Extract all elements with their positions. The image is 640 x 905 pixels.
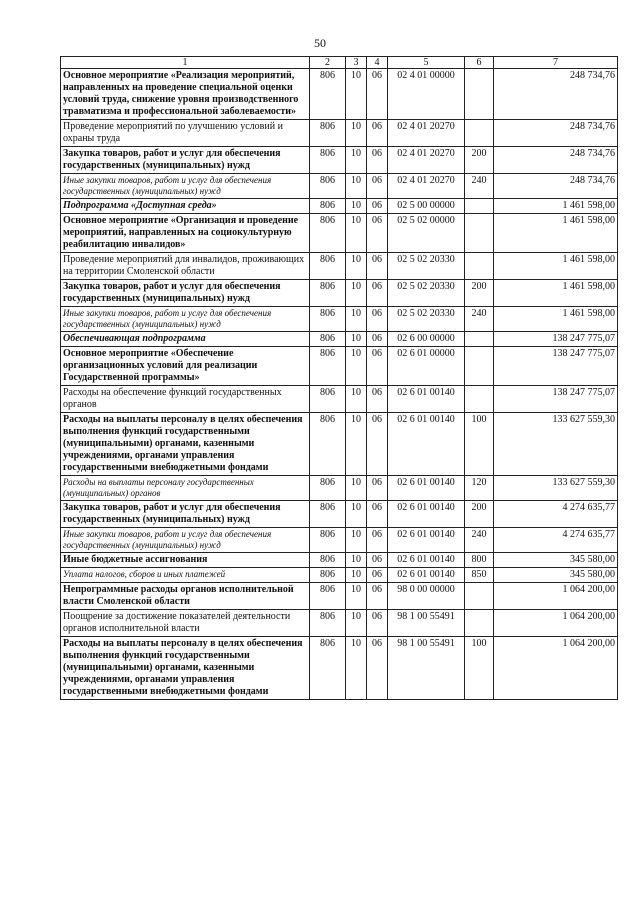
budget-table	[60, 56, 618, 700]
subsection-cell: 06	[367, 280, 388, 307]
expense-type-cell: 200	[465, 147, 494, 174]
code-cell: 806	[310, 637, 346, 700]
subsection-cell: 06	[367, 307, 388, 332]
amount-cell: 248 734,76	[494, 147, 618, 174]
header-cell: 1	[61, 57, 310, 69]
table-row	[61, 386, 618, 413]
target-article-cell: 02 4 01 20270	[388, 174, 465, 199]
section-cell: 10	[346, 583, 367, 610]
section-cell: 10	[346, 253, 367, 280]
row-name-cell: Основное мероприятие «Реализация мероприятий, направленных на проведение специальной оценки условий труда, снижение уровня производственного травматизма и профессиональной заболеваемости»	[61, 69, 310, 120]
expense-type-cell	[465, 332, 494, 347]
amount-cell: 248 734,76	[494, 120, 618, 147]
table-row	[61, 214, 618, 253]
target-article-cell: 02 6 00 00000	[388, 332, 465, 347]
subsection-cell: 06	[367, 120, 388, 147]
expense-type-cell	[465, 199, 494, 214]
table-row	[61, 610, 618, 637]
target-article-cell: 02 5 02 20330	[388, 253, 465, 280]
expense-type-cell: 240	[465, 174, 494, 199]
expense-type-cell	[465, 386, 494, 413]
header-cell: 5	[388, 57, 465, 69]
amount-cell: 133 627 559,30	[494, 413, 618, 476]
expense-type-cell	[465, 610, 494, 637]
table-row	[61, 583, 618, 610]
header-cell: 3	[346, 57, 367, 69]
code-cell: 806	[310, 280, 346, 307]
expense-type-cell: 120	[465, 476, 494, 501]
code-cell: 806	[310, 253, 346, 280]
table-row	[61, 501, 618, 528]
code-cell: 806	[310, 307, 346, 332]
subsection-cell: 06	[367, 69, 388, 120]
table-row	[61, 476, 618, 501]
target-article-cell: 02 4 01 20270	[388, 147, 465, 174]
header-row	[61, 57, 618, 69]
expense-type-cell	[465, 583, 494, 610]
table-row	[61, 528, 618, 553]
row-name-cell: Расходы на обеспечение функций государственных органов	[61, 386, 310, 413]
row-name-cell: Расходы на выплаты персоналу государственных (муниципальных) органов	[61, 476, 310, 501]
subsection-cell: 06	[367, 174, 388, 199]
table-row	[61, 120, 618, 147]
section-cell: 10	[346, 501, 367, 528]
expense-type-cell	[465, 214, 494, 253]
amount-cell: 138 247 775,07	[494, 332, 618, 347]
subsection-cell: 06	[367, 528, 388, 553]
amount-cell: 248 734,76	[494, 174, 618, 199]
target-article-cell: 98 0 00 00000	[388, 583, 465, 610]
section-cell: 10	[346, 528, 367, 553]
section-cell: 10	[346, 120, 367, 147]
section-cell: 10	[346, 69, 367, 120]
target-article-cell: 02 6 01 00140	[388, 413, 465, 476]
row-name-cell: Закупка товаров, работ и услуг для обеспечения государственных (муниципальных) нужд	[61, 501, 310, 528]
row-name-cell: Основное мероприятие «Обеспечение организационных условий для реализации Государственной программы»	[61, 347, 310, 386]
table-row	[61, 174, 618, 199]
amount-cell: 1 064 200,00	[494, 583, 618, 610]
amount-cell: 138 247 775,07	[494, 347, 618, 386]
target-article-cell: 02 5 00 00000	[388, 199, 465, 214]
code-cell: 806	[310, 120, 346, 147]
table-row	[61, 332, 618, 347]
amount-cell: 1 461 598,00	[494, 253, 618, 280]
amount-cell: 1 461 598,00	[494, 199, 618, 214]
subsection-cell: 06	[367, 386, 388, 413]
section-cell: 10	[346, 610, 367, 637]
subsection-cell: 06	[367, 476, 388, 501]
subsection-cell: 06	[367, 553, 388, 568]
row-name-cell: Расходы на выплаты персоналу в целях обеспечения выполнения функций государственными (муниципальными) органами, казенными учреждениями, органами управления государственными внебюджетными фондами	[61, 637, 310, 700]
amount-cell: 1 461 598,00	[494, 214, 618, 253]
row-name-cell: Иные бюджетные ассигнования	[61, 553, 310, 568]
code-cell: 806	[310, 147, 346, 174]
code-cell: 806	[310, 174, 346, 199]
target-article-cell: 02 5 02 20330	[388, 280, 465, 307]
table-row	[61, 147, 618, 174]
expense-type-cell: 800	[465, 553, 494, 568]
section-cell: 10	[346, 553, 367, 568]
target-article-cell: 02 6 01 00000	[388, 347, 465, 386]
expense-type-cell: 240	[465, 307, 494, 332]
expense-type-cell: 200	[465, 280, 494, 307]
target-article-cell: 02 6 01 00140	[388, 501, 465, 528]
header-cell: 4	[367, 57, 388, 69]
row-name-cell: Поощрение за достижение показателей деятельности органов исполнительной власти	[61, 610, 310, 637]
row-name-cell: Уплата налогов, сборов и иных платежей	[61, 568, 310, 583]
row-name-cell: Иные закупки товаров, работ и услуг для обеспечения государственных (муниципальных) нужд	[61, 174, 310, 199]
amount-cell: 345 580,00	[494, 568, 618, 583]
code-cell: 806	[310, 501, 346, 528]
code-cell: 806	[310, 214, 346, 253]
amount-cell: 345 580,00	[494, 553, 618, 568]
code-cell: 806	[310, 568, 346, 583]
section-cell: 10	[346, 280, 367, 307]
subsection-cell: 06	[367, 147, 388, 174]
amount-cell: 248 734,76	[494, 69, 618, 120]
code-cell: 806	[310, 583, 346, 610]
page-number: 50	[314, 36, 326, 50]
table-row	[61, 280, 618, 307]
target-article-cell: 02 5 02 20330	[388, 307, 465, 332]
code-cell: 806	[310, 69, 346, 120]
table-row	[61, 347, 618, 386]
row-name-cell: Расходы на выплаты персоналу в целях обеспечения выполнения функций государственными (муниципальными) органами, казенными учреждениями, органами управления государственными внебюджетными фондами	[61, 413, 310, 476]
target-article-cell: 02 5 02 00000	[388, 214, 465, 253]
row-name-cell: Иные закупки товаров, работ и услуг для обеспечения государственных (муниципальных) нужд	[61, 528, 310, 553]
target-article-cell: 98 1 00 55491	[388, 637, 465, 700]
expense-type-cell: 850	[465, 568, 494, 583]
section-cell: 10	[346, 568, 367, 583]
target-article-cell: 02 6 01 00140	[388, 553, 465, 568]
section-cell: 10	[346, 476, 367, 501]
section-cell: 10	[346, 332, 367, 347]
subsection-cell: 06	[367, 583, 388, 610]
expense-type-cell	[465, 253, 494, 280]
table-row	[61, 199, 618, 214]
code-cell: 806	[310, 413, 346, 476]
subsection-cell: 06	[367, 637, 388, 700]
target-article-cell: 98 1 00 55491	[388, 610, 465, 637]
section-cell: 10	[346, 386, 367, 413]
subsection-cell: 06	[367, 413, 388, 476]
code-cell: 806	[310, 332, 346, 347]
section-cell: 10	[346, 637, 367, 700]
table-row	[61, 553, 618, 568]
expense-type-cell: 100	[465, 637, 494, 700]
subsection-cell: 06	[367, 199, 388, 214]
row-name-cell: Закупка товаров, работ и услуг для обеспечения государственных (муниципальных) нужд	[61, 280, 310, 307]
expense-type-cell: 200	[465, 501, 494, 528]
code-cell: 806	[310, 528, 346, 553]
row-name-cell: Обеспечивающая подпрограмма	[61, 332, 310, 347]
amount-cell: 4 274 635,77	[494, 501, 618, 528]
amount-cell: 1 461 598,00	[494, 280, 618, 307]
expense-type-cell: 240	[465, 528, 494, 553]
amount-cell: 1 461 598,00	[494, 307, 618, 332]
table-body	[61, 69, 618, 700]
code-cell: 806	[310, 476, 346, 501]
expense-type-cell: 100	[465, 413, 494, 476]
row-name-cell: Проведение мероприятий по улучшению условий и охраны труда	[61, 120, 310, 147]
table-row	[61, 253, 618, 280]
subsection-cell: 06	[367, 568, 388, 583]
target-article-cell: 02 6 01 00140	[388, 528, 465, 553]
row-name-cell: Иные закупки товаров, работ и услуг для обеспечения государственных (муниципальных) нужд	[61, 307, 310, 332]
subsection-cell: 06	[367, 347, 388, 386]
row-name-cell: Непрограммные расходы органов исполнительной власти Смоленской области	[61, 583, 310, 610]
amount-cell: 4 274 635,77	[494, 528, 618, 553]
expense-type-cell	[465, 120, 494, 147]
section-cell: 10	[346, 214, 367, 253]
row-name-cell: Закупка товаров, работ и услуг для обеспечения государственных (муниципальных) нужд	[61, 147, 310, 174]
section-cell: 10	[346, 413, 367, 476]
expense-type-cell	[465, 69, 494, 120]
header-cell: 7	[494, 57, 618, 69]
section-cell: 10	[346, 307, 367, 332]
code-cell: 806	[310, 610, 346, 637]
row-name-cell: Подпрограмма «Доступная среда»	[61, 199, 310, 214]
table-row	[61, 637, 618, 700]
table-row	[61, 69, 618, 120]
subsection-cell: 06	[367, 501, 388, 528]
code-cell: 806	[310, 199, 346, 214]
target-article-cell: 02 6 01 00140	[388, 568, 465, 583]
subsection-cell: 06	[367, 253, 388, 280]
header-cell: 2	[310, 57, 346, 69]
target-article-cell: 02 4 01 20270	[388, 120, 465, 147]
code-cell: 806	[310, 347, 346, 386]
subsection-cell: 06	[367, 214, 388, 253]
section-cell: 10	[346, 347, 367, 386]
header-cell: 6	[465, 57, 494, 69]
row-name-cell: Основное мероприятие «Организация и проведение мероприятий, направленных на социокультурную реабилитацию инвалидов»	[61, 214, 310, 253]
amount-cell: 1 064 200,00	[494, 637, 618, 700]
table-row	[61, 307, 618, 332]
target-article-cell: 02 4 01 00000	[388, 69, 465, 120]
table-row	[61, 568, 618, 583]
amount-cell: 138 247 775,07	[494, 386, 618, 413]
amount-cell: 133 627 559,30	[494, 476, 618, 501]
table-row	[61, 413, 618, 476]
code-cell: 806	[310, 553, 346, 568]
section-cell: 10	[346, 174, 367, 199]
target-article-cell: 02 6 01 00140	[388, 386, 465, 413]
row-name-cell: Проведение мероприятий для инвалидов, проживающих на территории Смоленской области	[61, 253, 310, 280]
amount-cell: 1 064 200,00	[494, 610, 618, 637]
target-article-cell: 02 6 01 00140	[388, 476, 465, 501]
code-cell: 806	[310, 386, 346, 413]
section-cell: 10	[346, 199, 367, 214]
section-cell: 10	[346, 147, 367, 174]
expense-type-cell	[465, 347, 494, 386]
subsection-cell: 06	[367, 610, 388, 637]
subsection-cell: 06	[367, 332, 388, 347]
